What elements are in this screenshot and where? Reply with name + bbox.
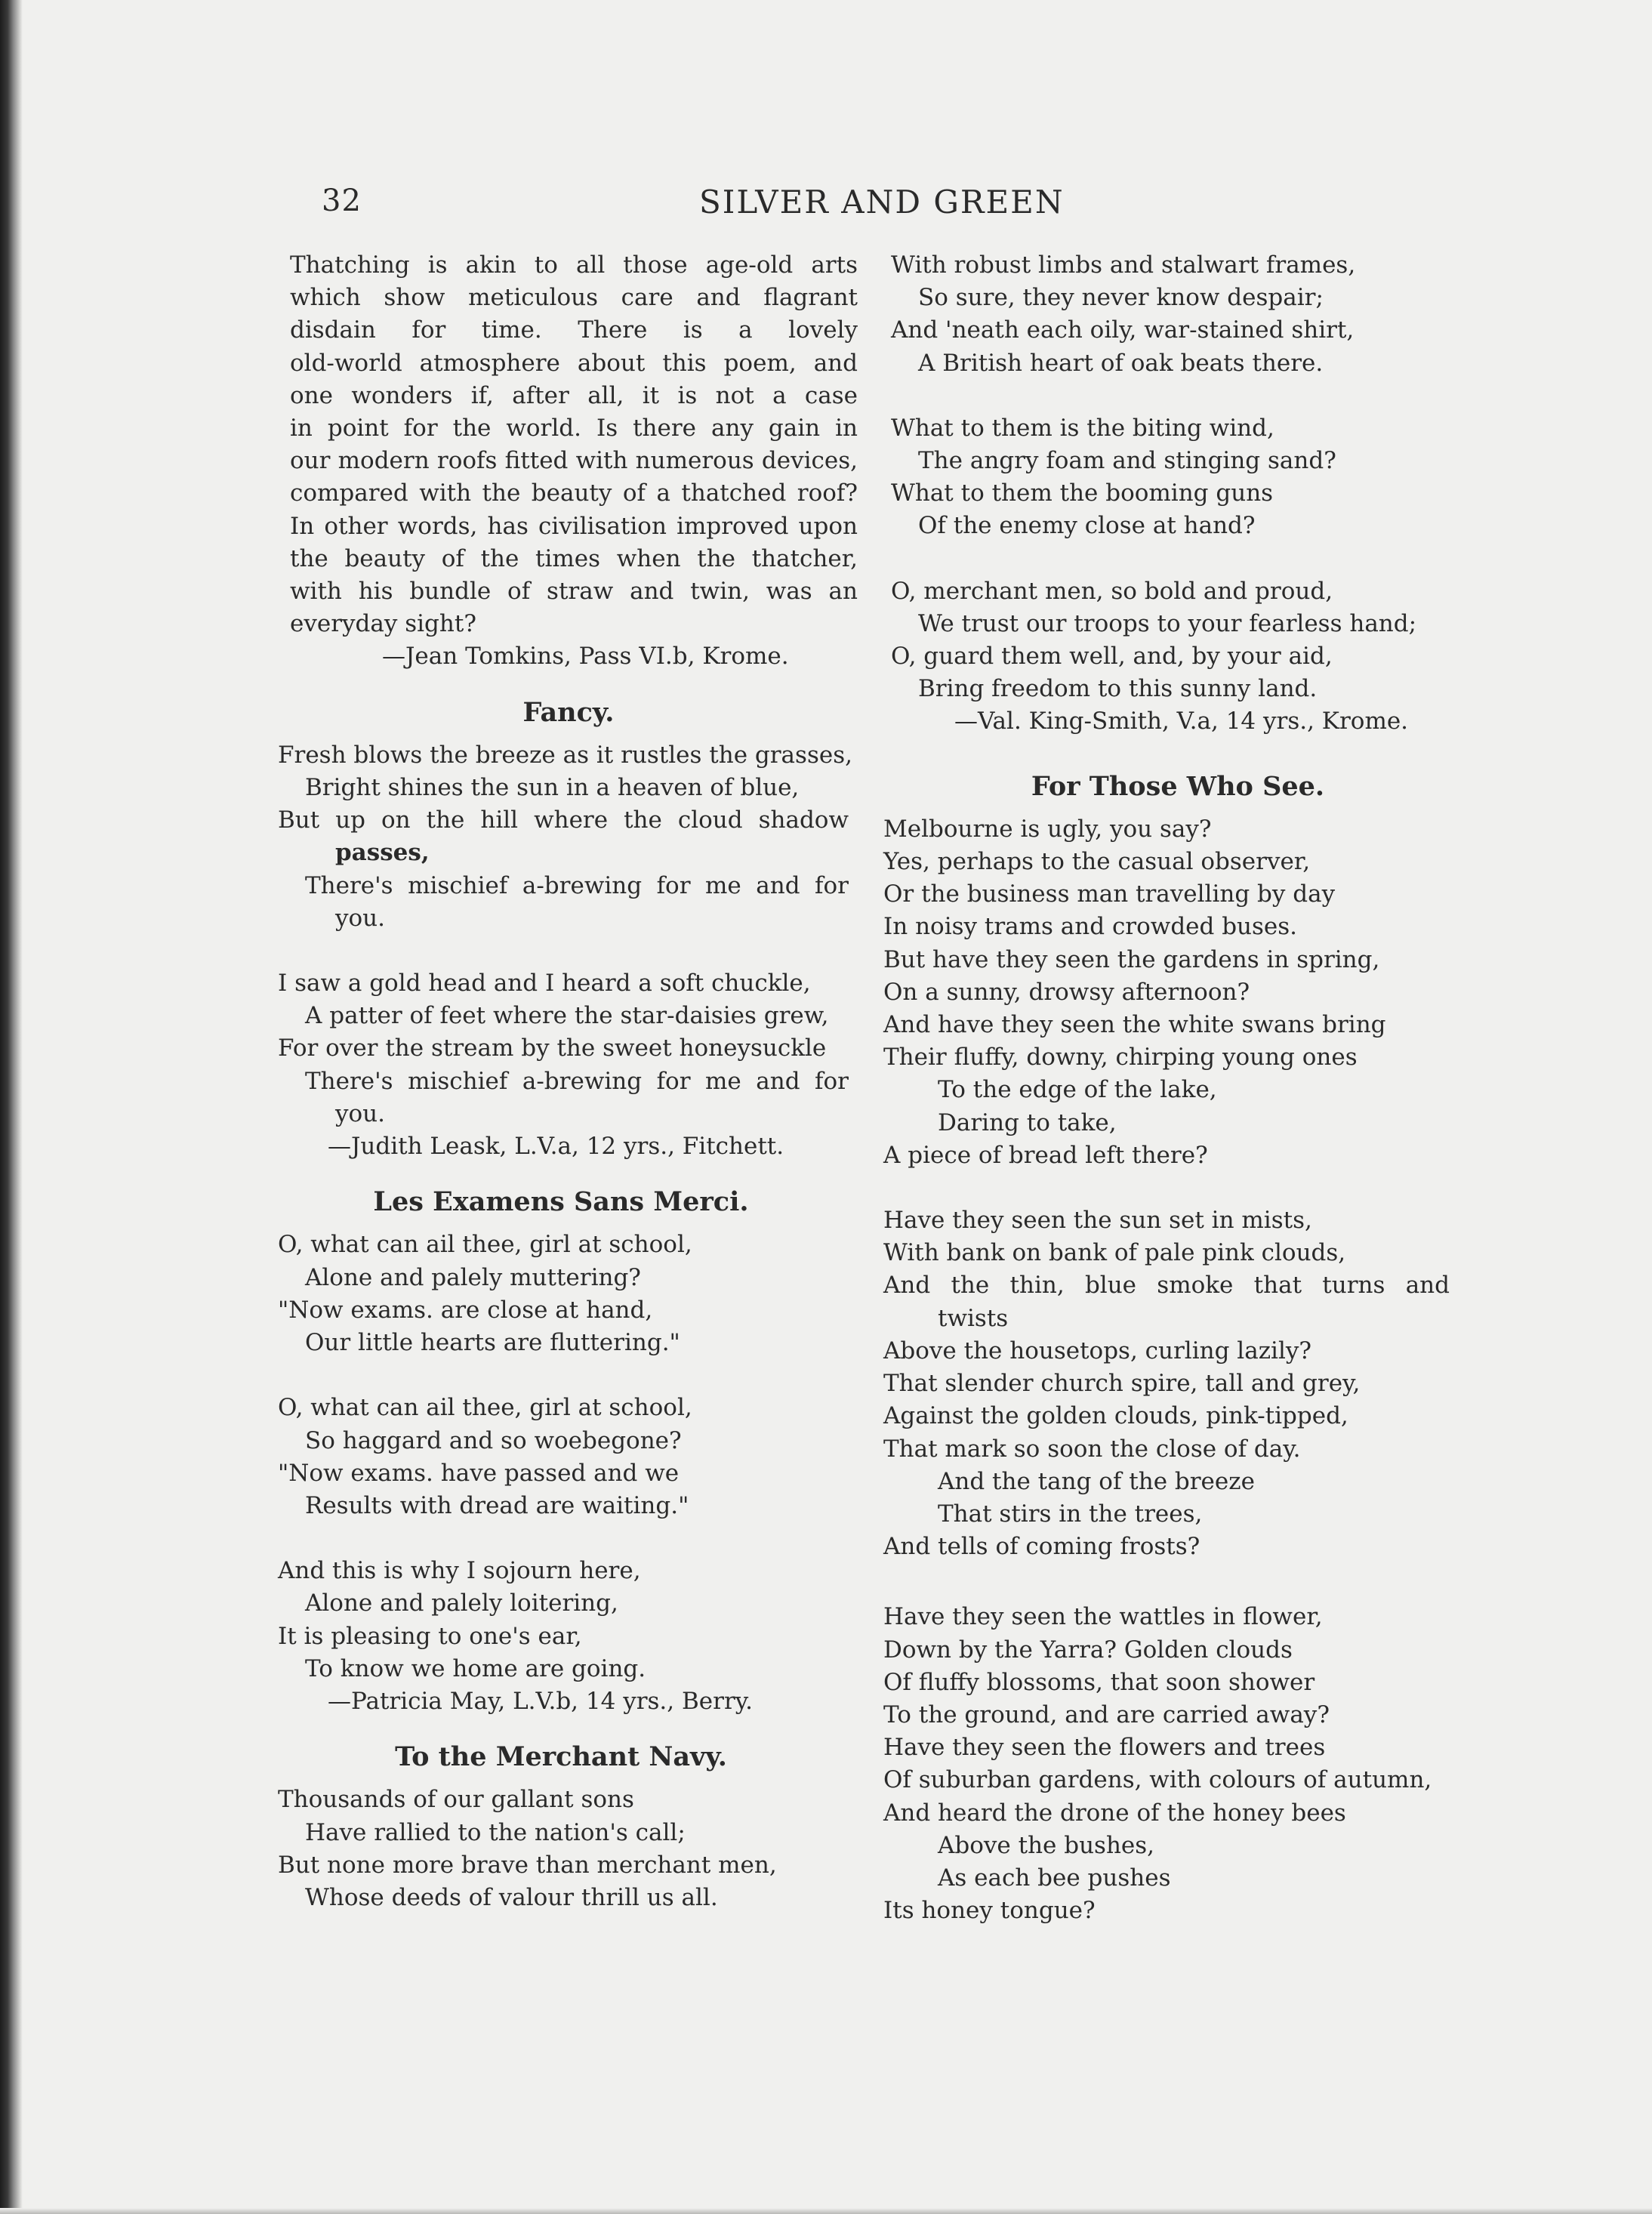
poem-title-for-those-who-see: For Those Who See. — [1031, 770, 1325, 802]
poem-line: With robust limbs and stalwart frames, — [891, 251, 1356, 279]
poem-line: Have rallied to the nation's call; — [305, 1818, 686, 1846]
poem-line: That stirs in the trees, — [938, 1500, 1203, 1528]
paragraph-line: In other words, has civilisation improved upon — [290, 512, 858, 540]
attribution: —Val. King-Smith, V.a, 14 yrs., Krome. — [954, 708, 1409, 735]
poem-line: A piece of bread left there? — [883, 1141, 1208, 1169]
attribution: —Jean Tomkins, Pass VI.b, Krome. — [382, 643, 789, 671]
stanza-gap — [891, 543, 1450, 575]
poem-line: To know we home are going. — [305, 1654, 646, 1682]
poem-line: O, what can ail thee, girl at school, — [278, 1231, 692, 1259]
poem-line: A British heart of oak beats there. — [918, 349, 1324, 377]
poem-line: "Now exams. are close at hand, — [278, 1296, 653, 1324]
poem-line: "Now exams. have passed and we — [278, 1459, 680, 1487]
poem-line: It is pleasing to one's ear, — [278, 1622, 582, 1650]
poem-line: And have they seen the white swans bring — [883, 1011, 1386, 1039]
poem-line: But up on the hill where the cloud shadow — [278, 806, 849, 834]
paragraph-line: with his bundle of straw and twin, was an — [290, 578, 858, 606]
poem-line: passes, — [335, 839, 430, 867]
paragraph-line: which show meticulous care and flagrant — [290, 284, 858, 312]
poem-line: For over the stream by the sweet honeysuckle — [278, 1035, 827, 1062]
paragraph-line: everyday sight? — [290, 610, 476, 638]
poem-line: Above the housetops, curling lazily? — [883, 1337, 1311, 1364]
attribution: —Judith Leask, L.V.a, 12 yrs., Fitchett. — [328, 1133, 784, 1161]
poem-line: Their fluffy, downy, chirping young ones — [883, 1044, 1358, 1072]
poem-line: Alone and palely loitering, — [305, 1590, 618, 1617]
stanza-gap — [883, 1563, 1450, 1601]
poem-line: So sure, they never know despair; — [918, 284, 1324, 312]
poem-line: The angry foam and stinging sand? — [918, 447, 1336, 475]
poem-line: That slender church spire, tall and grey, — [883, 1370, 1361, 1398]
stanza-gap — [278, 1522, 859, 1555]
paragraph-line: our modern roofs fitted with numerous devices, — [290, 447, 858, 475]
stanza-gap — [278, 1359, 859, 1392]
poem-line: Melbourne is ugly, you say? — [883, 815, 1212, 843]
poem-line: But have they seen the gardens in spring, — [883, 945, 1380, 973]
poem-for-those-who-see — [883, 813, 1450, 1928]
poem-line: Of the enemy close at hand? — [918, 512, 1256, 540]
poem-line: Against the golden clouds, pink-tipped, — [883, 1402, 1348, 1430]
poem-line: To the edge of the lake, — [938, 1076, 1217, 1104]
poem-line: Its honey tongue? — [883, 1897, 1096, 1925]
poem-line: There's mischief a-brewing for me and for — [305, 871, 849, 899]
running-title: SILVER AND GREEN — [699, 183, 1065, 220]
paragraph-line: compared with the beauty of a thatched roof? — [290, 479, 858, 507]
poem-line: We trust our troops to your fearless hand; — [918, 609, 1417, 637]
poem-line: Our little hearts are fluttering." — [305, 1329, 680, 1357]
paragraph-line: old-world atmosphere about this poem, and — [290, 349, 858, 377]
book-binding-shadow — [0, 0, 23, 2214]
poem-line: O, what can ail thee, girl at school, — [278, 1394, 692, 1422]
poem-line: Bring freedom to this sunny land. — [918, 675, 1318, 703]
poem-line: And the tang of the breeze — [938, 1467, 1255, 1495]
poem-line: What to them the booming guns — [891, 479, 1274, 507]
poem-title-examens: Les Examens Sans Merci. — [373, 1186, 749, 1218]
poem-line: Of suburban gardens, with colours of autumn, — [883, 1766, 1432, 1794]
poem-line: Or the business man travelling by day — [883, 880, 1336, 908]
poem-merchant-navy-part2 — [891, 249, 1450, 739]
poem-line: So haggard and so woebegone? — [305, 1426, 682, 1454]
poem-line: Bright shines the sun in a heaven of blue, — [305, 774, 800, 802]
poem-line: Have they seen the flowers and trees — [883, 1734, 1326, 1762]
paragraph-line: in point for the world. Is there any gain in — [290, 415, 858, 442]
poem-title-fancy: Fancy. — [522, 696, 615, 728]
poem-line: Have they seen the sun set in mists, — [883, 1207, 1312, 1235]
poem-line: And 'neath each oily, war-stained shirt, — [891, 316, 1355, 344]
poem-line: To the ground, and are carried away? — [883, 1701, 1330, 1728]
poem-line: Of fluffy blossoms, that soon shower — [883, 1668, 1315, 1696]
poem-line: Results with dread are waiting." — [305, 1491, 689, 1519]
stanza-gap — [278, 935, 849, 967]
poem-line: That mark so soon the close of day. — [883, 1435, 1301, 1463]
poem-line: twists — [938, 1304, 1009, 1332]
poem-line: Alone and palely muttering? — [305, 1263, 641, 1291]
paragraph-line: one wonders if, after all, it is not a case — [290, 381, 858, 409]
stanza-gap — [891, 380, 1450, 412]
poem-line: Daring to take, — [938, 1109, 1117, 1136]
poem-line: And the thin, blue smoke that turns and — [883, 1272, 1450, 1300]
poem-line: Down by the Yarra? Golden clouds — [883, 1636, 1293, 1664]
poem-examens — [278, 1229, 859, 1718]
stanza-gap — [883, 1172, 1450, 1204]
page-number: 32 — [322, 183, 362, 218]
poem-line: As each bee pushes — [938, 1864, 1171, 1892]
poem-merchant-navy-part1 — [278, 1784, 859, 1914]
poem-line: In noisy trams and crowded buses. — [883, 913, 1298, 941]
poem-line: Whose deeds of valour thrill us all. — [305, 1883, 718, 1911]
poem-line: Above the bushes, — [938, 1831, 1155, 1859]
poem-line: you. — [335, 1099, 385, 1127]
attribution: —Patricia May, L.V.b, 14 yrs., Berry. — [328, 1687, 754, 1715]
poem-line: On a sunny, drowsy afternoon? — [883, 978, 1250, 1006]
poem-line: With bank on bank of pale pink clouds, — [883, 1239, 1346, 1267]
poem-line: Have they seen the wattles in flower, — [883, 1603, 1323, 1631]
poem-line: Yes, perhaps to the casual observer, — [883, 848, 1311, 876]
page-bottom-edge — [0, 2208, 1652, 2214]
paragraph-line: the beauty of the times when the thatcher, — [290, 544, 858, 572]
poem-line: What to them is the biting wind, — [891, 414, 1274, 442]
poem-line: And tells of coming frosts? — [883, 1533, 1200, 1561]
poem-line: There's mischief a-brewing for me and for — [305, 1067, 849, 1095]
poem-line: And heard the drone of the honey bees — [883, 1799, 1346, 1827]
poem-line: Fresh blows the breeze as it rustles the grasses, — [278, 741, 852, 769]
right-column — [883, 249, 1450, 1927]
poem-line: O, guard them well, and, by your aid, — [891, 643, 1333, 671]
poem-line: But none more brave than merchant men, — [278, 1851, 777, 1879]
poem-fancy — [278, 739, 852, 1163]
poem-line: A patter of feet where the star-daisies grew, — [305, 1002, 829, 1030]
paragraph-line: Thatching is akin to all those age-old arts — [290, 251, 858, 279]
paragraph-line: disdain for time. There is a lovely — [290, 316, 858, 344]
poem-line: you. — [335, 904, 385, 932]
thatching-paragraph — [278, 249, 858, 674]
poem-line: Thousands of our gallant sons — [278, 1786, 634, 1814]
poem-line: O, merchant men, so bold and proud, — [891, 577, 1333, 605]
poem-line: And this is why I sojourn here, — [278, 1557, 641, 1585]
poem-title-merchant-navy: To the Merchant Navy. — [395, 1741, 727, 1773]
poem-line: I saw a gold head and I heard a soft chuckle, — [278, 970, 811, 998]
left-column — [278, 249, 859, 1914]
